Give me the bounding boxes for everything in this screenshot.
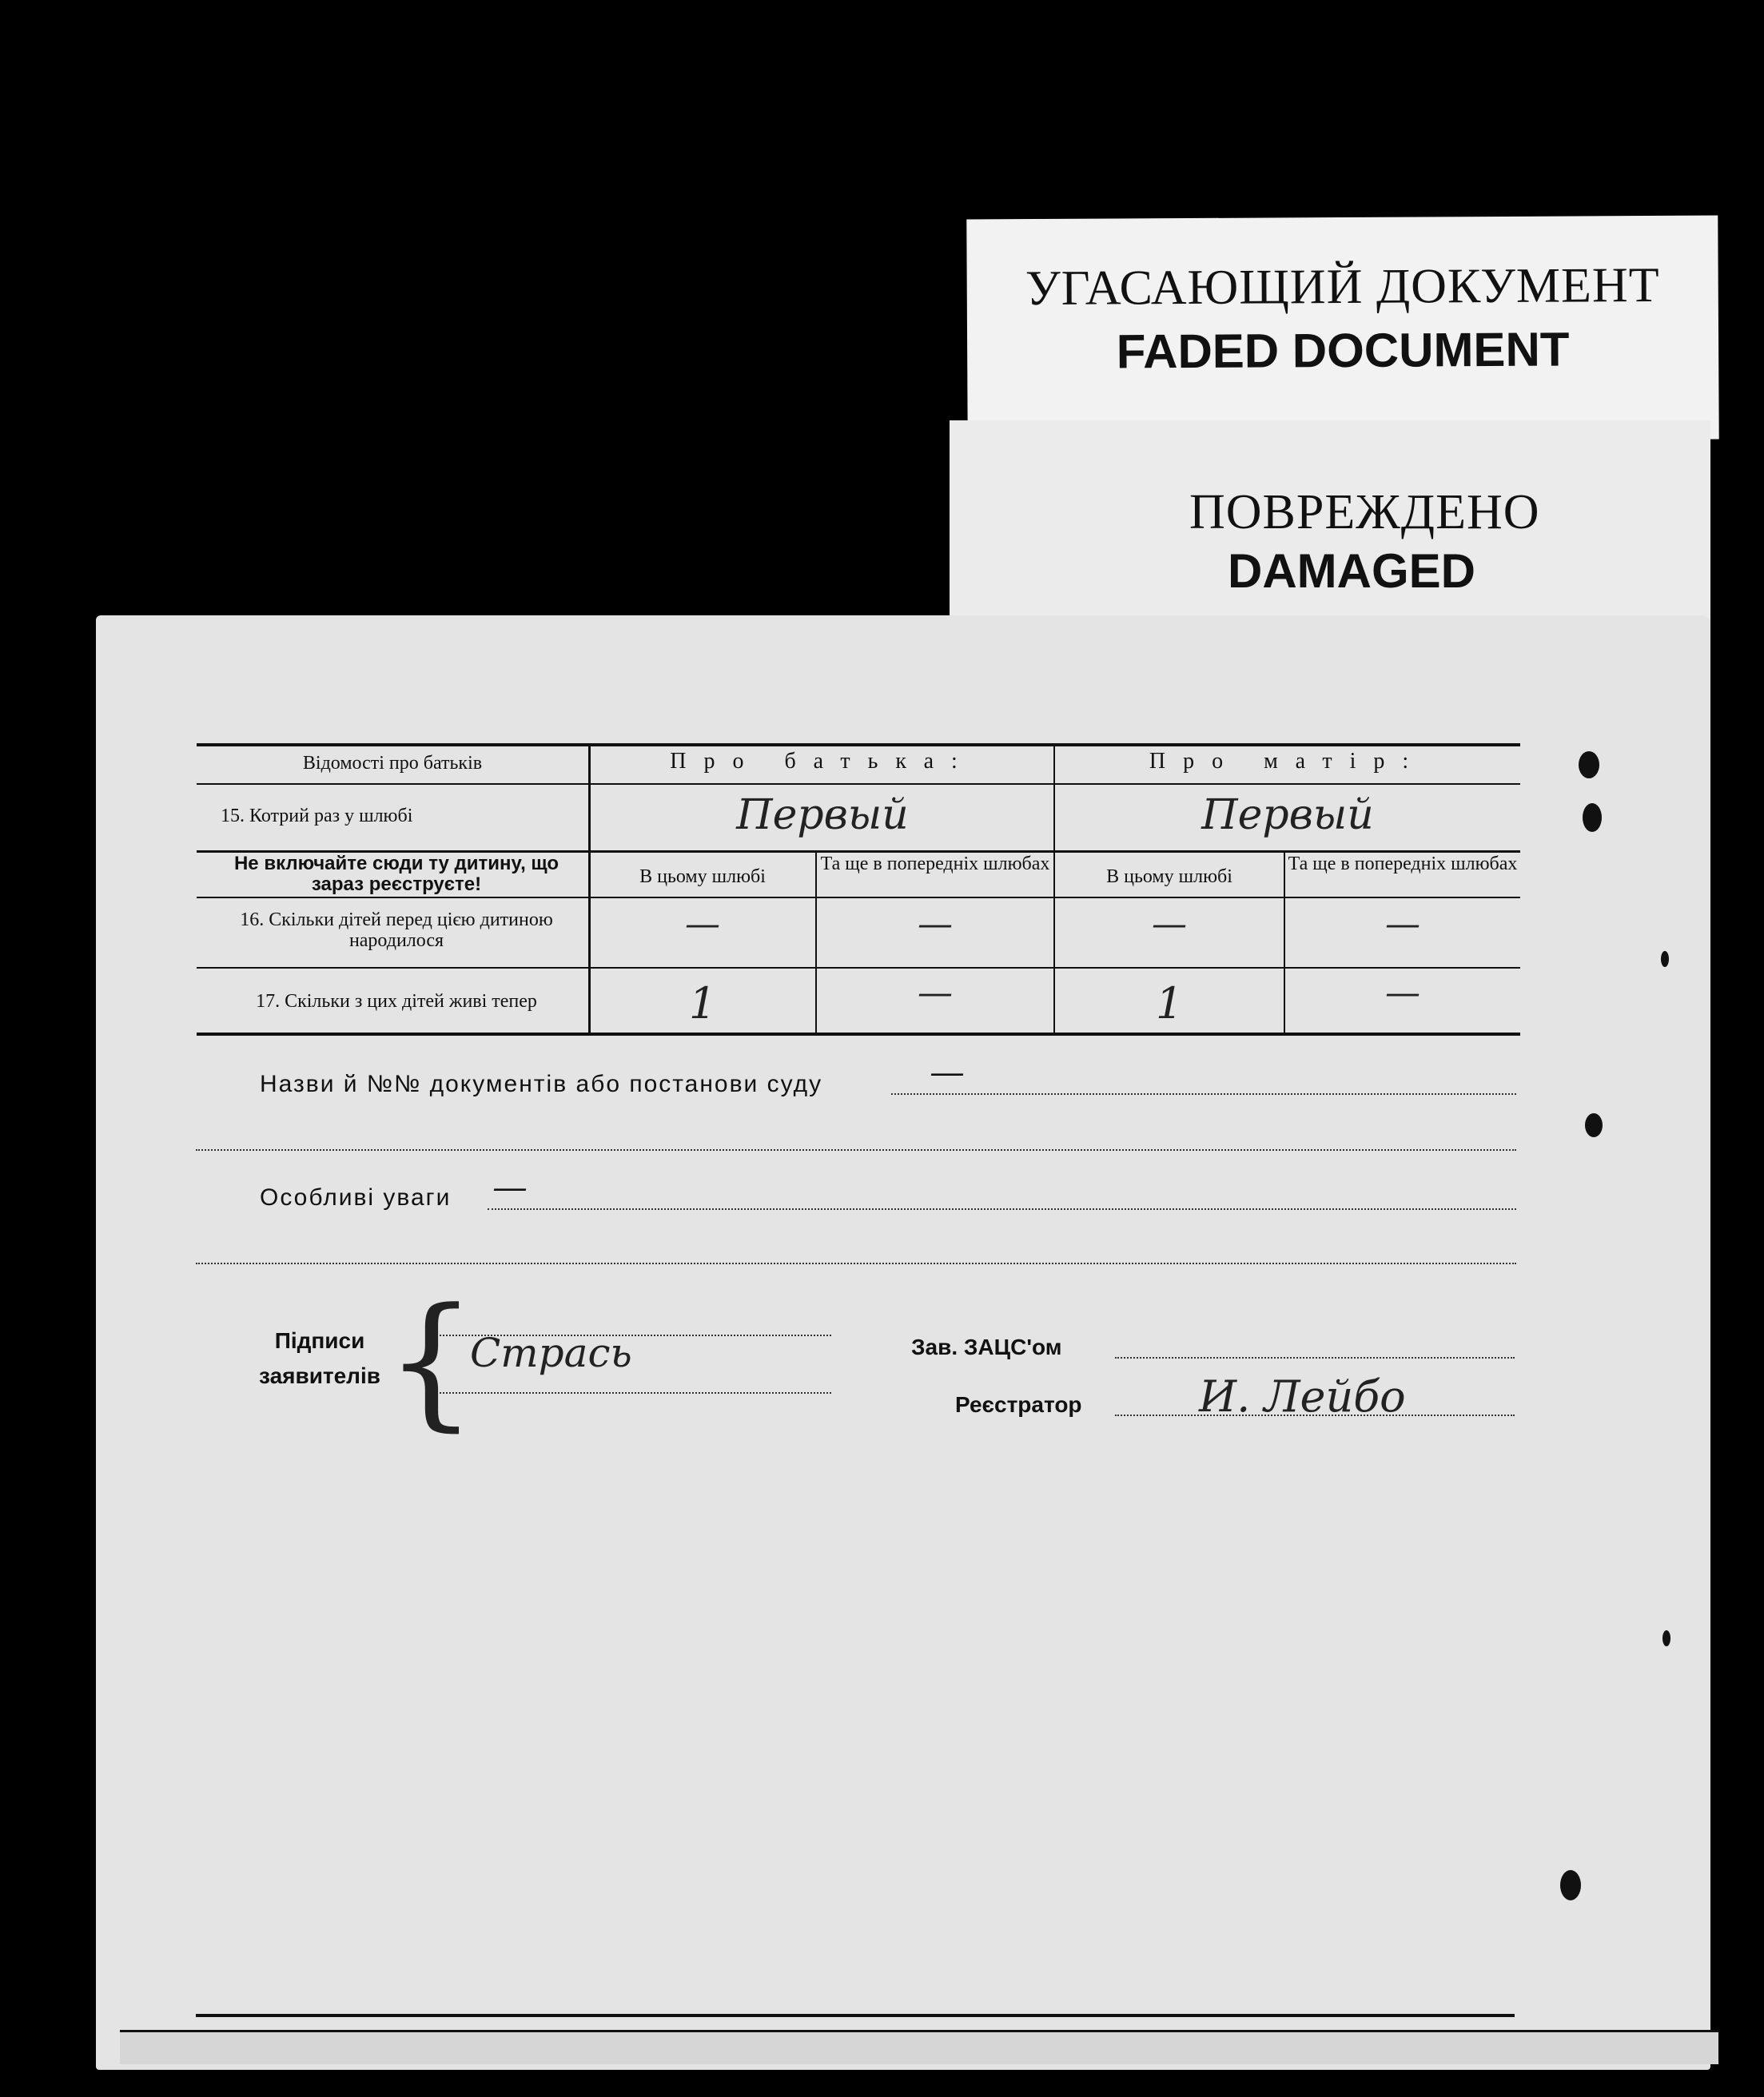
damaged-label-ru: ПОВРЕЖДЕНО (1189, 485, 1540, 539)
documents-line (891, 1093, 1516, 1095)
row16-father-prev: — (918, 904, 953, 945)
punch-hole (1662, 1630, 1670, 1646)
punch-hole (1583, 803, 1602, 832)
row17-father-this: 1 (688, 978, 717, 1029)
damaged-document-label (950, 420, 1710, 628)
head-label: Зав. ЗАЦС'ом (911, 1335, 1062, 1359)
faded-label-ru: УГАСАЮЩИЙ ДОКУМЕНТ (1025, 257, 1660, 316)
applicant-sig-line-1 (440, 1335, 831, 1336)
faded-label-en: FADED DOCUMENT (1116, 322, 1570, 379)
bottom-rule (196, 2014, 1515, 2017)
documents-value: — (931, 1055, 965, 1090)
row16-mother-prev: — (1385, 904, 1420, 945)
applicant-sig-line-2 (440, 1392, 831, 1394)
row15-label: 15. Котрий раз у шлюбі (221, 806, 413, 826)
subheader-note: Не включайте сюди ту дитину, що зараз реєструєте! (233, 853, 559, 895)
header-father: Про батька: (670, 749, 975, 774)
subheader-mother-prev: Та ще в попередніх шлюбах (1288, 854, 1518, 874)
row15-father-value: Первый (736, 791, 909, 839)
punch-hole (1585, 1113, 1603, 1137)
row16-label: 16. Скільки дітей перед цією дитиною народилося (240, 909, 553, 951)
notes-line (488, 1208, 1516, 1210)
header-parents-info: Відомості про батьків (302, 753, 483, 774)
subheader-father-prev: Та ще в попередніх шлюбах (820, 854, 1050, 874)
notes-value: — (494, 1170, 528, 1205)
row17-label: 17. Скільки з цих дітей живі тепер (256, 991, 537, 1012)
punch-hole (1560, 1870, 1581, 1900)
sheet-bottom-edge (120, 2030, 1718, 2064)
subheader-father-this: В цьому шлюбі (639, 866, 766, 887)
notes-line-2 (196, 1263, 1516, 1264)
row16-mother-this: — (1152, 904, 1187, 945)
punch-hole (1579, 751, 1599, 778)
row17-mother-prev: — (1385, 973, 1420, 1013)
documents-label: Назви й №№ документів або постанови суду (260, 1071, 823, 1097)
row17-mother-this: 1 (1155, 978, 1184, 1029)
notes-label: Особливі уваги (260, 1184, 452, 1211)
applicants-label-1: Підписи (274, 1328, 365, 1353)
damaged-label-en: DAMAGED (1228, 544, 1475, 598)
brace-icon: { (385, 1278, 477, 1445)
punch-hole (1661, 951, 1669, 967)
documents-line-2 (196, 1149, 1516, 1151)
registrar-label: Реєстратор (955, 1392, 1082, 1417)
subheader-mother-this: В цьому шлюбі (1106, 866, 1232, 887)
row17-father-prev: — (918, 973, 953, 1013)
parents-info-table (197, 743, 1520, 1039)
applicants-label-2: заявителів (259, 1363, 380, 1388)
faded-document-label (966, 216, 1718, 444)
head-sig-line (1115, 1357, 1515, 1359)
applicant-signature: Стрась (470, 1330, 632, 1376)
row16-father-this: — (685, 904, 720, 945)
header-mother: Про матір: (1149, 749, 1427, 774)
row15-mother-value: Первый (1201, 791, 1374, 839)
registrar-signature: И. Лейбо (1199, 1371, 1406, 1422)
